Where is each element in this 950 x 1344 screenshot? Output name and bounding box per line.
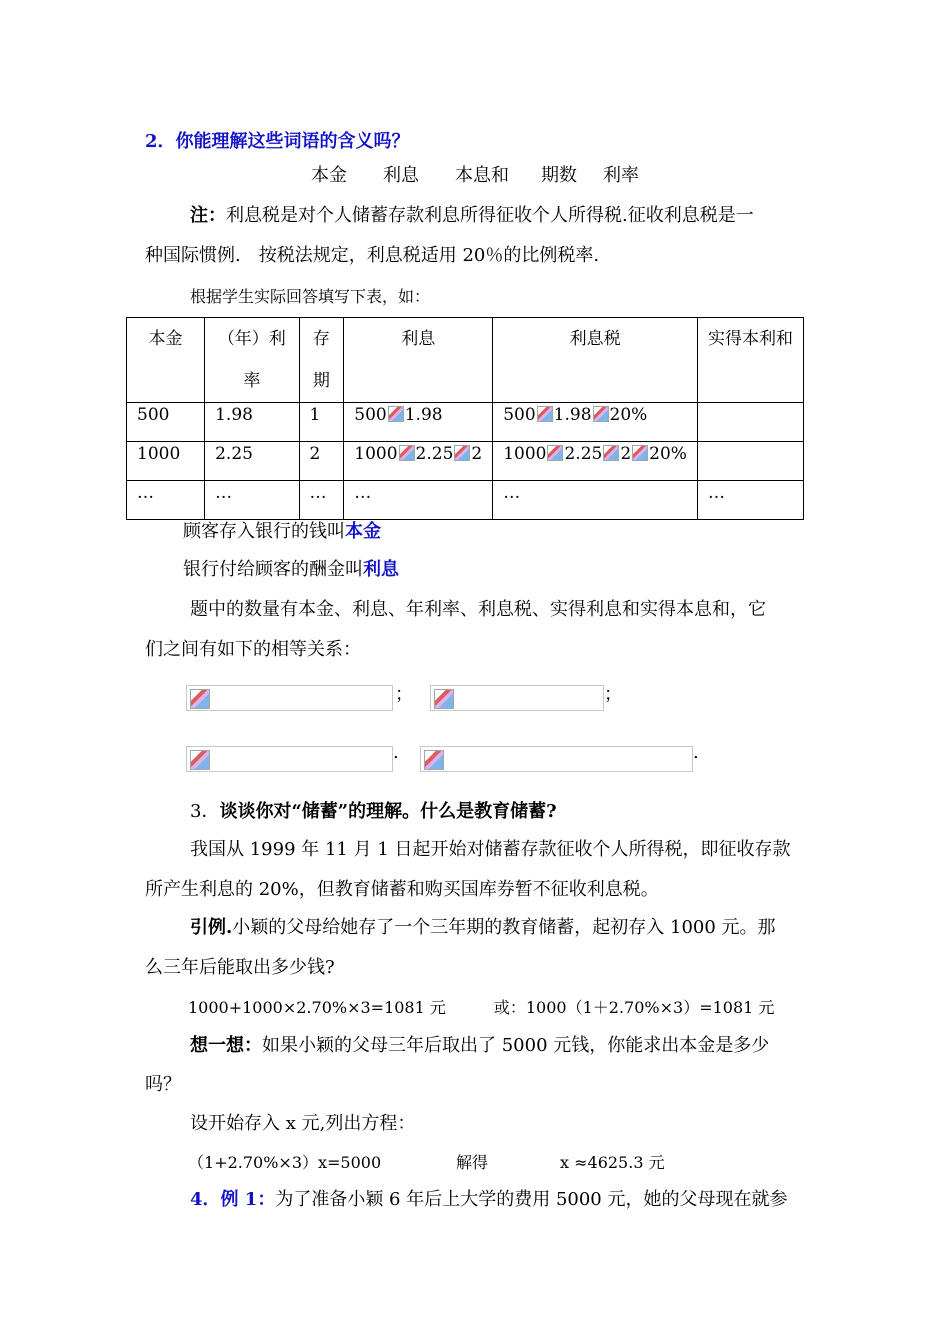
- table-intro: 根据学生实际回答填写下表，如：: [190, 287, 431, 306]
- header-net-total: 实得本利和: [698, 318, 804, 403]
- table-cell: …: [698, 481, 804, 520]
- table-cell: 1000 2.25 2 20%: [493, 442, 698, 481]
- broken-image-icon: [190, 689, 210, 709]
- table-cell: …: [127, 481, 205, 520]
- q3-title: 谈谈你对“储蓄”的理解。什么是教育储蓄?: [219, 801, 557, 822]
- table-cell: 1000: [127, 442, 205, 481]
- semicolon-1: ；: [395, 684, 413, 705]
- example-line2: 么三年后能取出多少钱?: [145, 957, 335, 978]
- think-paragraph: 想一想：如果小颖的父母三年后取出了 5000 元钱，你能求出本金是多少: [190, 1035, 770, 1056]
- table-cell: [698, 442, 804, 481]
- interest-table: [126, 317, 804, 520]
- relations-line1: 题中的数量有本金、利息、年利率、利息税、实得利息和实得本息和，它: [190, 599, 766, 620]
- note-label: 注：: [190, 205, 226, 226]
- q4-paragraph: 4．例 1：为了准备小颖 6 年后上大学的费用 5000 元，她的父母现在就参: [190, 1189, 788, 1210]
- header-interest: 利息: [344, 318, 493, 403]
- table-cell: 500 1.98 20%: [493, 403, 698, 442]
- definition-principal: 顾客存入银行的钱叫本金: [183, 521, 381, 542]
- equation: （1+2.70%×3）x=5000: [188, 1153, 382, 1172]
- set-line: 设开始存入 x 元,列出方程：: [190, 1113, 416, 1134]
- term-highlight-interest: 利息: [363, 559, 399, 580]
- note-paragraph: [190, 204, 754, 228]
- table-cell: [698, 403, 804, 442]
- table-cell: …: [493, 481, 698, 520]
- table-cell: …: [299, 481, 344, 520]
- semicolon-2: ；: [604, 684, 622, 705]
- formula-image-3: [186, 746, 393, 772]
- table-cell: 1: [299, 403, 344, 442]
- equation-solve-label: 解得: [456, 1153, 489, 1172]
- p3-line2: 所产生利息的 20%，但教育储蓄和购买国库券暂不征收利息税。: [145, 879, 659, 900]
- table-cell: …: [205, 481, 299, 520]
- term-total: 本息和: [455, 165, 509, 186]
- term-rate: 利率: [603, 165, 639, 186]
- formula-image-4: [420, 746, 693, 772]
- multiply-image-icon: [593, 406, 609, 422]
- table-row: [127, 442, 804, 481]
- note-line1: 利息税是对个人储蓄存款利息所得征收个人所得税.征收利息税是一: [226, 205, 754, 226]
- period-1: .: [393, 742, 399, 763]
- definition-interest: 银行付给顾客的酬金叫利息: [183, 559, 399, 580]
- calc-line: 1000+1000×2.70%×3=1081 元 或：1000（1＋2.70%×3）=1081 元: [188, 998, 775, 1017]
- table-cell: 2.25: [205, 442, 299, 481]
- header-tax: 利息税: [493, 318, 698, 403]
- broken-image-icon: [434, 689, 454, 709]
- multiply-image-icon: [632, 445, 648, 461]
- think-line2: 吗？: [145, 1074, 181, 1095]
- term-interest: 利息: [383, 165, 419, 186]
- multiply-image-icon: [399, 445, 415, 461]
- multiply-image-icon: [603, 445, 619, 461]
- table-cell: 2: [299, 442, 344, 481]
- multiply-image-icon: [454, 445, 470, 461]
- broken-image-icon: [424, 750, 444, 770]
- header-principal: 本金: [127, 318, 205, 403]
- broken-image-icon: [190, 750, 210, 770]
- header-rate: （年）利 率: [205, 318, 299, 403]
- multiply-image-icon: [537, 406, 553, 422]
- header-term: 存 期: [299, 318, 344, 403]
- period-2: .: [693, 742, 699, 763]
- multiply-image-icon: [547, 445, 563, 461]
- example-paragraph: 引例.小颖的父母给她存了一个三年期的教育储蓄，起初存入 1000 元。那: [190, 917, 776, 938]
- table-cell: 500 1.98: [344, 403, 493, 442]
- table-cell: 1.98: [205, 403, 299, 442]
- formula-image-2: [430, 685, 604, 711]
- table-row: [127, 481, 804, 520]
- table-cell: 500: [127, 403, 205, 442]
- example-label: 引例.: [190, 917, 233, 938]
- relations-line2: 们之间有如下的相等关系：: [145, 639, 361, 660]
- multiply-image-icon: [388, 406, 404, 422]
- equation-result: x ≈4625.3 元: [560, 1153, 665, 1172]
- term-principal: 本金: [311, 165, 347, 186]
- formula-image-1: [186, 685, 393, 711]
- table-cell: 1000 2.25 2: [344, 442, 493, 481]
- table-cell: …: [344, 481, 493, 520]
- table-header-row: [127, 318, 804, 403]
- q4-label: 4．例 1：: [190, 1189, 276, 1210]
- q2-title: 2．你能理解这些词语的含义吗？: [145, 131, 410, 152]
- term-periods: 期数: [541, 165, 577, 186]
- think-label: 想一想：: [190, 1035, 262, 1056]
- q3-heading: 3．谈谈你对“储蓄”的理解。什么是教育储蓄?: [190, 801, 557, 822]
- table-row: [127, 403, 804, 442]
- p3-line1: 我国从 1999 年 11 月 1 日起开始对储蓄存款征收个人所得税，即征收存款: [190, 839, 791, 860]
- term-highlight-principal: 本金: [345, 521, 381, 542]
- note-line2: 种国际惯例. 按税法规定，利息税适用 20％的比例税率.: [145, 245, 600, 266]
